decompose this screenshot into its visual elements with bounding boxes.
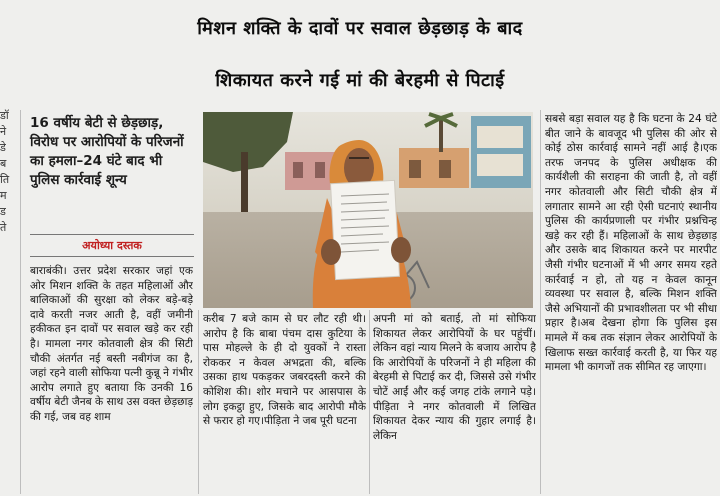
byline: अयोध्या दस्तक <box>30 234 194 257</box>
headline-line-2: शिकायत करने गई मां की बेरहमी से पिटाई <box>215 70 505 91</box>
article-column-4: सबसे बड़ा सवाल यह है कि घटना के 24 घंटे बीत जाने के बावजूद भी पुलिस की ओर से कोई ठोस कार्रवाई सामने नहीं आई है।एक तरफ जनपद के पुलिस अधीक्षक की कार्यशैली की सराहना की जाती है, तो वहीं नगर कोतवाली और सिटी चौकी क्षेत्र में लगातार सामने आ रही ऐसी घटनाएं स्थानीय पुलिस की कार्यप्रणाली पर गंभीर प्रश्नचिन्ह खड़े कर रही हैं। महिलाओं के साथ छेड़छाड़ और उसके बाद शिकायत करने पर मारपीट जैसी गंभीर घटनाओं में भी अगर समय रहते कार्रवाई न हो, तो यह न केवल कानून व्यवस्था पर सवाल है, बल्कि मिशन शक्ति जैसे अभियानों की प्रभावशीलता पर भी सीधा प्रहार है।अब देखना होगा कि पुलिस इस मामले में कब तक संज्ञान लेकर आरोपियों के खिलाफ सख्त कार्रवाई करती है, या फिर यह मामला भी कागजों तक सीमित रह जाएगा। <box>545 113 717 374</box>
fragment-text: ने <box>0 125 7 138</box>
article-column-1: बाराबंकी। उत्तर प्रदेश सरकार जहां एक ओर मिशन शक्ति के तहत महिलाओं और बालिकाओं की सुरक्षा को लेकर बड़े-बड़े दावे करती नजर आती है, वहीं जमीनी हकीकत इन दावों पर सवाल खड़े कर रही है। मामला नगर कोतवाली क्षेत्र की सिटी चौकी अंतर्गत नई बस्ती नबीगंज का है, जहां रहने वाली सोफिया पत्नी कुन्नू ने गंभीर आरोप लगाते हुए बताया कि उनकी 16 वर्षीय बेटी जैनब के साथ उस वक्त छेड़छाड़ की गई, जब वह शाम <box>30 265 193 423</box>
fragment-text: ब <box>0 157 7 170</box>
headline-line-1: मिशन शक्ति के दावों पर सवाल छेड़छाड़ के बाद <box>197 18 523 39</box>
column-divider <box>369 310 370 494</box>
news-photo <box>203 112 533 308</box>
fragment-text: डे <box>0 141 6 154</box>
fragment-text: डॉ <box>0 109 9 122</box>
column-divider <box>540 110 541 494</box>
fragment-text: ड <box>0 205 6 218</box>
fragment-text: म <box>0 189 7 202</box>
column-divider <box>20 110 21 494</box>
adjacent-article-fragment <box>0 108 12 496</box>
photo-woman-holding-complaint <box>203 112 533 308</box>
article-column-2: करीब 7 बजे काम से घर लौट रही थी।आरोप है कि बाबा पंचम दास कुटिया के पास मोहल्ले के ही दो युवकों ने रास्ता रोककर न केवल अभद्रता की, बल्कि उसका हाथ पकड़कर जबरदस्ती करने की कोशिश की। शोर मचाने पर आसपास के लोग इकट्ठा हुए, जिसके बाद आरोपी मौके से फरार हो गए।पीड़िता ने जब पूरी घटना <box>203 313 366 428</box>
article-column-3: अपनी मां को बताई, तो मां सोफिया शिकायत लेकर आरोपियों के घर पहुंचीं। लेकिन वहां न्याय मिलने के बजाय आरोप है कि आरोपियों के परिजनों ने ही महिला की बेरहमी से पिटाई कर दी, जिससे उसे गंभीर चोटें आईं और कई जगह टांके लगाने पड़े।पीड़िता ने नगर कोतवाली में लिखित शिकायत देकर न्याय की गुहार लगाई है। लेकिन <box>373 313 536 442</box>
fragment-text: ते <box>0 221 7 234</box>
fragment-text: ति <box>0 173 10 186</box>
column-divider <box>198 310 199 494</box>
subheadline: 16 वर्षीय बेटी से छेड़छाड़, विरोध पर आरोपियों के परिजनों का हमला–24 घंटे बाद भी पुलिस कार्रवाई शून्य <box>30 115 184 188</box>
